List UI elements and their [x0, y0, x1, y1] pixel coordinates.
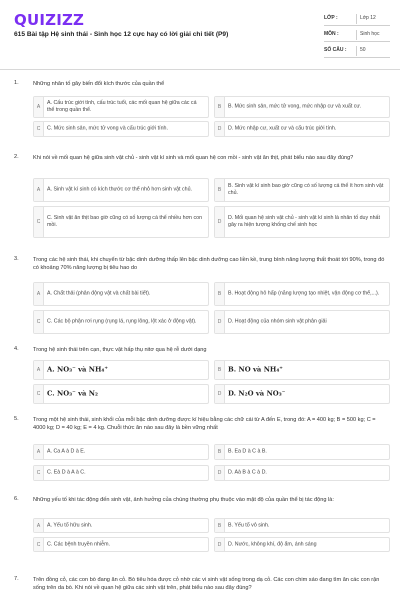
option-c[interactable] — [33, 537, 209, 552]
option-b[interactable] — [214, 96, 390, 118]
option-letter: C — [34, 311, 44, 333]
option-b[interactable] — [214, 178, 390, 202]
option-text: D. Hoạt động của nhóm sinh vật phân giải — [228, 318, 327, 325]
option-text: D. Aà B à C à D. — [228, 469, 267, 476]
option-letter: B — [215, 361, 225, 379]
option-letter: D — [215, 466, 225, 480]
option-a[interactable] — [33, 444, 209, 460]
option-text: A. NO₃⁻ và NH₄⁺ — [47, 365, 108, 374]
option-c[interactable] — [33, 465, 209, 481]
document-title: 615 Bài tập Hệ sinh thái - Sinh học 12 cực hay có lời giải chi tiết (P9) — [14, 31, 229, 38]
option-letter: C — [34, 122, 44, 136]
option-text: B. NO và NH₄⁺ — [228, 365, 283, 374]
option-letter: A — [34, 445, 44, 459]
option-letter: A — [34, 97, 44, 117]
option-b[interactable] — [214, 444, 390, 460]
option-text: C. Mức sinh sản, mức tử vong và cấu trúc giới tính. — [47, 125, 168, 132]
option-text: C. Các bệnh truyền nhiễm. — [47, 540, 111, 547]
option-letter: B — [215, 283, 225, 305]
option-text: D. Mức nhập cư, xuất cư và cấu trúc giới tính. — [228, 125, 337, 132]
question-text: Những yếu tố khi tác động đến sinh vật, ảnh hưởng của chúng thường phụ thuộc vào mật độ của quần thể bị tác động là: — [33, 497, 334, 503]
question-number: 4. — [14, 346, 19, 352]
meta-subject-value: Sinh học — [360, 31, 380, 37]
meta-grade-value: Lớp 12 — [360, 15, 376, 21]
question-number: 2. — [14, 154, 19, 160]
option-b[interactable] — [214, 360, 390, 380]
option-letter: A — [34, 361, 44, 379]
meta-divider — [356, 30, 357, 40]
question-number: 7. — [14, 576, 19, 582]
option-text: A. Ca A à D à E. — [47, 448, 86, 455]
option-text: B. Sinh vật kí sinh bao giờ cũng có số lượng cá thể ít hơn sinh vật chủ. — [228, 182, 384, 196]
question-text: Trong các hệ sinh thái, khi chuyển từ bậc dinh dưỡng thấp lên bậc dinh dưỡng cao liền kề, trung bình năng lượng thất thoát tới 90%, trong đó có khoảng 70% năng lượng bị tiêu hao do — [33, 257, 385, 272]
option-text: A. Sinh vật kí sinh có kích thước cơ thể nhỏ hơn sinh vật chủ. — [47, 186, 192, 193]
option-d[interactable] — [214, 310, 390, 334]
option-a[interactable] — [33, 360, 209, 380]
option-text: A. Cấu trúc giới tính, cấu trúc tuổi, các mối quan hệ giữa các cá thể trong quần thể. — [47, 99, 197, 113]
question-number: 1. — [14, 80, 19, 86]
meta-underline — [324, 41, 390, 42]
option-letter: B — [215, 97, 225, 117]
option-a[interactable] — [33, 178, 209, 202]
question-text: Những nhân tố gây biến đổi kích thước của quần thể — [33, 81, 165, 87]
option-text: C. Sinh vật ăn thịt bao giờ cũng có số lượng cá thể nhiều hơn con mồi. — [47, 214, 203, 228]
option-letter: D — [215, 207, 225, 237]
question-number: 5. — [14, 416, 19, 422]
meta-grade — [324, 12, 390, 26]
option-d[interactable] — [214, 465, 390, 481]
option-letter: C — [34, 207, 44, 237]
option-letter: B — [215, 179, 225, 201]
question-text: Trong hệ sinh thái trên cạn, thực vật hấp thụ nitơ qua hệ rễ dưới dạng — [33, 347, 207, 353]
question-text: Trên đồng cỏ, các con bò đang ăn cỏ. Bò tiêu hóa được cỏ nhờ các vi sinh vật sống trong dạ cỏ. Các con chim sáo đang tìm ăn các con rận sống trên da bò. Khi nói về quan hệ giữa các sinh vật trên, phát biểu nào sau đây đúng? — [33, 577, 380, 592]
option-text: C. NO₃⁻ và N₂ — [47, 389, 98, 398]
option-b[interactable] — [214, 282, 390, 306]
meta-question-count — [324, 44, 390, 58]
option-text: C. Các bộ phận rơi rụng (rụng lá, rụng lông, lột xác ở động vật). — [47, 318, 197, 325]
option-letter: B — [215, 519, 225, 532]
option-text: B. Hoạt động hô hấp (năng lượng tạo nhiệt, vận động cơ thể,...). — [228, 290, 380, 297]
option-text: A. Yếu tố hữu sinh. — [47, 521, 93, 528]
option-letter: C — [34, 385, 44, 403]
meta-divider — [356, 14, 357, 24]
option-letter: A — [34, 283, 44, 305]
option-text: B. Ea D à C à B. — [228, 448, 267, 455]
option-letter: A — [34, 179, 44, 201]
meta-subject-key: MÔN : — [324, 31, 339, 37]
meta-underline — [324, 57, 390, 58]
option-text: B. Yếu tố vô sinh. — [228, 521, 270, 528]
option-text: B. Mức sinh sản, mức tử vong, mức nhập cư và xuất cư. — [228, 103, 362, 110]
meta-underline — [324, 25, 390, 26]
option-a[interactable] — [33, 518, 209, 533]
option-d[interactable] — [214, 537, 390, 552]
option-letter: D — [215, 311, 225, 333]
option-text: C. Eà D à A à C. — [47, 469, 86, 476]
option-a[interactable] — [33, 96, 209, 118]
meta-count-value: 50 — [360, 47, 366, 53]
option-d[interactable] — [214, 206, 390, 238]
option-b[interactable] — [214, 518, 390, 533]
header — [0, 0, 400, 70]
option-text: D. N₂O và NO₃⁻ — [228, 389, 286, 398]
meta-count-key: SỐ CÂU : — [324, 47, 347, 53]
option-letter: C — [34, 538, 44, 551]
meta-subject — [324, 28, 390, 42]
question-text: Khi nói về mối quan hệ giữa sinh vật chủ - sinh vật kí sinh và mối quan hệ con mồi - sinh vật ăn thịt, phát biểu nào sau đây đúng? — [33, 155, 354, 161]
option-c[interactable] — [33, 121, 209, 137]
option-text: D. Mối quan hệ sinh vật chủ - sinh vật kí sinh là nhân tố duy nhất gây ra hiện tượng khống chế sinh học — [228, 214, 380, 228]
meta-grade-key: LỚP : — [324, 15, 338, 21]
question-text: Trong một hệ sinh thái, sinh khối của mỗi bậc dinh dưỡng được kí hiệu bằng các chữ cái từ A đến E, trong đó: A = 400 kg; B = 500 kg; C = 4000 kg; D = 40 kg; E = 4 kg. Chuỗi thức ăn nào sau đây là bền vững nhất — [33, 417, 376, 432]
option-c[interactable] — [33, 384, 209, 404]
meta-divider — [356, 46, 357, 56]
option-letter: D — [215, 538, 225, 551]
option-text: A. Chất thải (phân động vật và chất bài tiết). — [47, 290, 151, 297]
option-letter: A — [34, 519, 44, 532]
option-letter: B — [215, 445, 225, 459]
option-letter: D — [215, 122, 225, 136]
option-letter: D — [215, 385, 225, 403]
option-letter: C — [34, 466, 44, 480]
question-number: 6. — [14, 496, 19, 502]
option-a[interactable] — [33, 282, 209, 306]
option-c[interactable] — [33, 206, 209, 238]
option-d[interactable] — [214, 121, 390, 137]
question-number: 3. — [14, 256, 19, 262]
option-text: D. Nước, không khí, độ ẩm, ánh sáng — [228, 540, 317, 547]
option-c[interactable] — [33, 310, 209, 334]
option-d[interactable] — [214, 384, 390, 404]
quizizz-logo[interactable]: QUIZIZZ — [14, 11, 85, 29]
